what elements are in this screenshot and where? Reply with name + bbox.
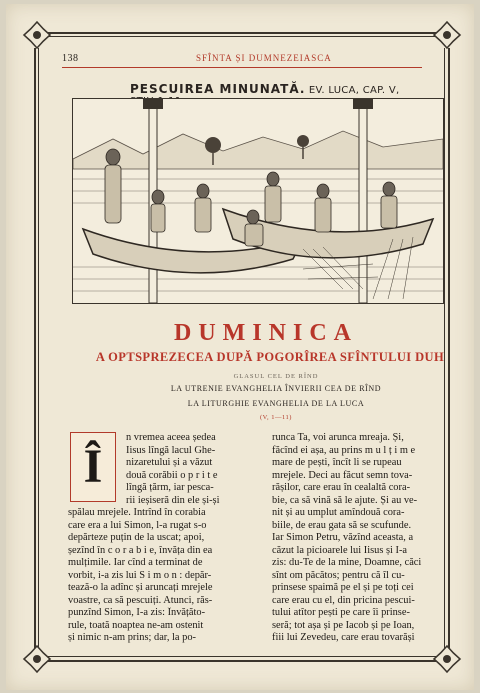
text-line: spălau mrejele. Intrînd în corabia xyxy=(68,507,206,518)
text-line: Iar Simon Petru, văzînd aceasta, a xyxy=(272,532,414,543)
verse-reference: (V, 1—11) xyxy=(260,414,292,421)
text-line: punzînd Simon, I-a zis: Învățăto- xyxy=(68,607,206,618)
frame-left-line xyxy=(34,48,36,648)
text-line: n vremea aceea ședea xyxy=(126,432,216,443)
corner-ornament-icon xyxy=(432,644,462,674)
tone-line: GLASUL CEL DE RÎND xyxy=(233,373,319,380)
header-rule xyxy=(62,67,422,68)
text-line: prinsese spaimă pe el și pe toți cei xyxy=(272,582,414,593)
caption-reference: EV. LUCA, CAP. V, xyxy=(308,85,400,96)
miraculous-catch-illustration xyxy=(72,98,444,304)
text-line: runca Ta, voi arunca mreaja. Și, xyxy=(272,432,404,443)
frame-bottom-line-inner xyxy=(48,656,436,657)
text-line: depărteze puțin de la uscat; apoi, xyxy=(68,532,205,543)
drop-cap-letter: Î xyxy=(83,440,103,493)
text-line: două corăbii o p r i t e xyxy=(126,469,218,481)
text-line: rășilor, care erau în cealaltă cora- xyxy=(272,482,411,493)
text-line: zis: du-Te de la mine, Doamne, căci xyxy=(272,557,422,568)
frame-left-line-inner xyxy=(38,48,39,648)
text-line: mare de pești, încît li se rupeau xyxy=(272,457,402,468)
page-number: 138 xyxy=(62,53,79,64)
matins-line: LA UTRENIE EVANGHELIA ÎNVIERII CEA DE RÎND xyxy=(170,384,382,393)
text-line: tului atîtor pești pe care îi prinse- xyxy=(272,607,410,618)
text-line: căzut la picioarele lui Iisus și I-a xyxy=(272,544,408,556)
text-line: făcînd ei așa, au prins m u l ț i m e xyxy=(272,444,416,456)
text-line: lîngă țărm, iar pesca- xyxy=(126,482,214,493)
text-line: care erau cu el, din pricina pescui- xyxy=(272,594,415,606)
frame-top-line-inner xyxy=(48,36,436,37)
text-line: biile, de erau gata să se scufunde. xyxy=(272,519,412,531)
text-line: nit și au umplut amîndouă cora- xyxy=(272,507,405,518)
corner-ornament-icon xyxy=(432,20,462,50)
text-line: voastre, ca să pescuiți. Atunci, răs- xyxy=(68,594,213,606)
feast-subtitle: A OPTSPREZECEA DUPĂ POGORÎREA SFÎNTULUI DUH xyxy=(95,350,445,364)
text-line: vorbit, i-a zis lui S i m o n : depăr- xyxy=(68,569,212,581)
text-line: șezînd în c o r a b i e, învăța din ea xyxy=(68,544,213,556)
text-line: fiii lui Zevedeu, care erau tovarăși xyxy=(272,632,415,643)
liturgy-line: LA LITURGHIE EVANGHELIA DE LA LUCA xyxy=(187,399,365,408)
corner-ornament-icon xyxy=(22,644,52,674)
running-title: SFÎNTA ȘI DUMNEZEIASCA xyxy=(196,53,332,63)
book-page xyxy=(6,4,474,690)
text-line: bie, ca să vină să le ajute. Și au ve- xyxy=(272,494,418,506)
text-line: și nimic n-am prins; dar, la po- xyxy=(68,632,196,643)
caption-title: PESCUIREA MINUNATĂ. xyxy=(130,82,306,96)
text-column-left xyxy=(68,432,264,645)
text-line: care era a lui Simon, l-a rugat s-o xyxy=(68,519,207,531)
frame-top-line xyxy=(48,32,436,34)
text-line: Iisus lîngă lacul Ghe- xyxy=(126,444,216,456)
frame-bottom-line xyxy=(48,660,436,662)
text-line: tează-o la adînc și aruncați mrejele xyxy=(68,582,213,593)
text-line: rule, toată noaptea ne-am ostenit xyxy=(68,619,204,631)
text-line: sînt om păcătos; pentru că îl cu- xyxy=(272,569,405,581)
text-line: nizaretului și a văzut xyxy=(126,457,213,468)
text-line: mrejele. Deci au făcut semn tova- xyxy=(272,469,413,481)
text-line: rii ieșiseră din ele și-și xyxy=(126,494,220,506)
text-line: seră; tot așa și pe Iacob și pe Ioan, xyxy=(272,619,415,631)
fishing-scene-icon xyxy=(73,99,443,303)
text-line: mulțimile. Iar cînd a terminat de xyxy=(68,557,203,568)
text-column-right xyxy=(272,432,468,645)
corner-ornament-icon xyxy=(22,20,52,50)
feast-title: DUMINICA xyxy=(174,320,358,346)
